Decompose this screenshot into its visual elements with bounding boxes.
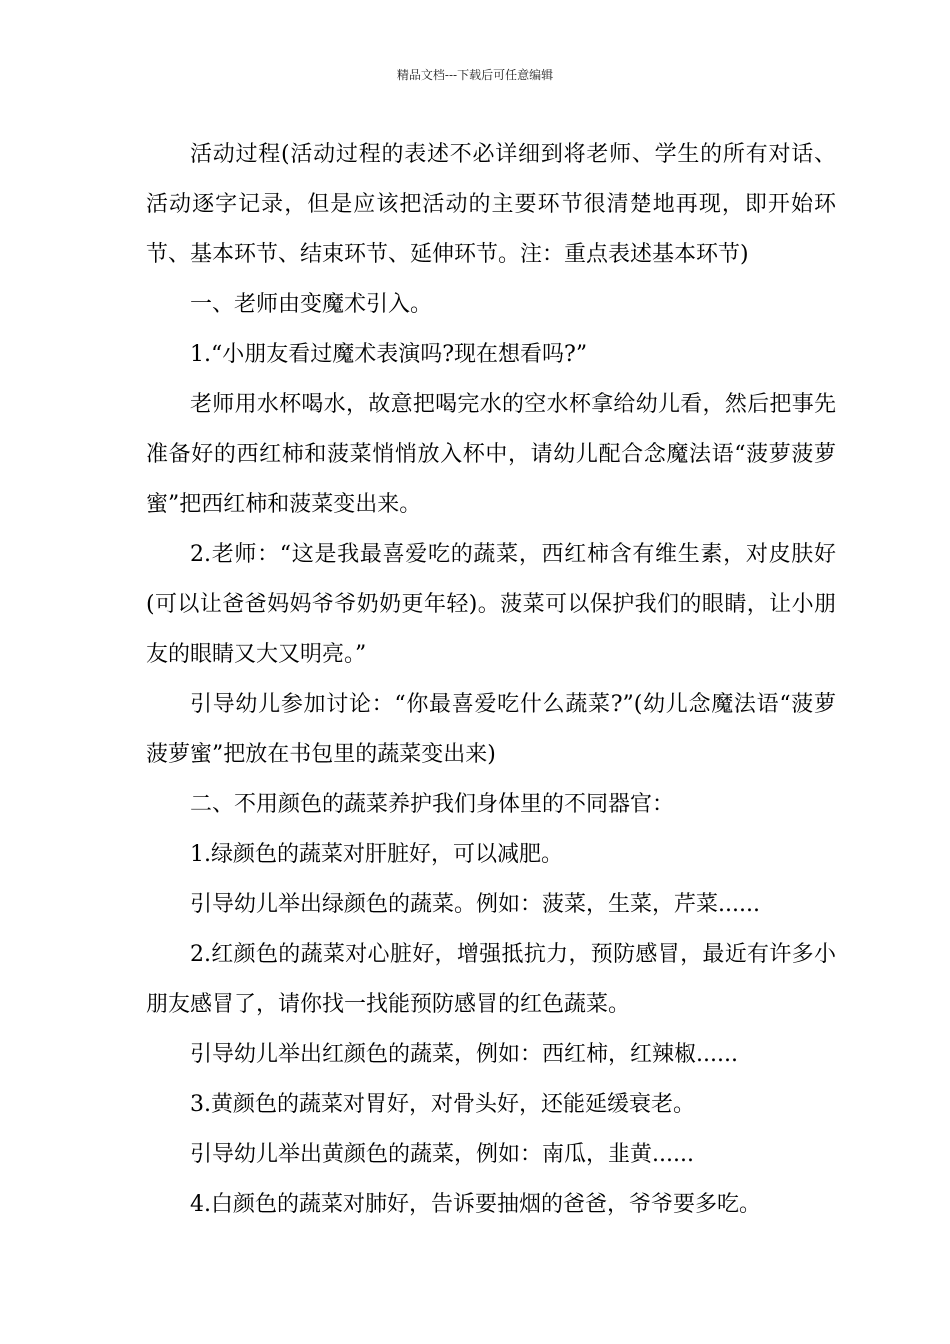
document-body xyxy=(146,130,836,1230)
section-heading-1: 一、老师由变魔术引入。 xyxy=(190,292,433,317)
paragraph: 老师用水杯喝水，故意把喝完水的空水杯拿给幼儿看，然后把事先准备好的西红柿和菠菜悄悄放入杯中，请幼儿配合念魔法语“菠萝菠萝蜜”把西红柿和菠菜变出来。 xyxy=(146,392,836,517)
paragraph: 引导幼儿举出黄颜色的蔬菜，例如：南瓜，韭黄...... xyxy=(190,1142,694,1167)
paragraph: 引导幼儿举出红颜色的蔬菜，例如：西红柿，红辣椒...... xyxy=(190,1042,738,1067)
paragraph: 3.黄颜色的蔬菜对胃好，对骨头好，还能延缓衰老。 xyxy=(190,1092,695,1117)
paragraph: 1.“小朋友看过魔术表演吗?现在想看吗?” xyxy=(190,342,588,367)
paragraph: 4.白颜色的蔬菜对肺好，告诉要抽烟的爸爸，爷爷要多吃。 xyxy=(190,1192,761,1217)
paragraph: 引导幼儿举出绿颜色的蔬菜。例如：菠菜，生菜，芹菜...... xyxy=(190,892,760,917)
page-header: 精品文档---下载后可任意编辑 xyxy=(396,68,554,82)
paragraph: 2.老师：“这是我最喜爱吃的蔬菜，西红柿含有维生素，对皮肤好(可以让爸爸妈妈爷爷奶奶更年轻)。菠菜可以保护我们的眼睛，让小朋友的眼睛又大又明亮。” xyxy=(146,542,836,667)
paragraph-activity-process: 活动过程(活动过程的表述不必详细到将老师、学生的所有对话、活动逐字记录，但是应该把活动的主要环节很清楚地再现，即开始环节、基本环节、结束环节、延伸环节。注：重点表述基本环节) xyxy=(146,142,836,267)
paragraph: 引导幼儿参加讨论：“你最喜爱吃什么蔬菜?”(幼儿念魔法语“菠萝菠萝蜜”把放在书包里的蔬菜变出来) xyxy=(146,692,836,767)
paragraph: 1.绿颜色的蔬菜对肝脏好，可以减肥。 xyxy=(190,842,563,867)
section-heading-2: 二、不用颜色的蔬菜养护我们身体里的不同器官： xyxy=(190,792,675,817)
paragraph: 2.红颜色的蔬菜对心脏好，增强抵抗力，预防感冒，最近有许多小朋友感冒了，请你找一找能预防感冒的红色蔬菜。 xyxy=(146,942,836,1017)
